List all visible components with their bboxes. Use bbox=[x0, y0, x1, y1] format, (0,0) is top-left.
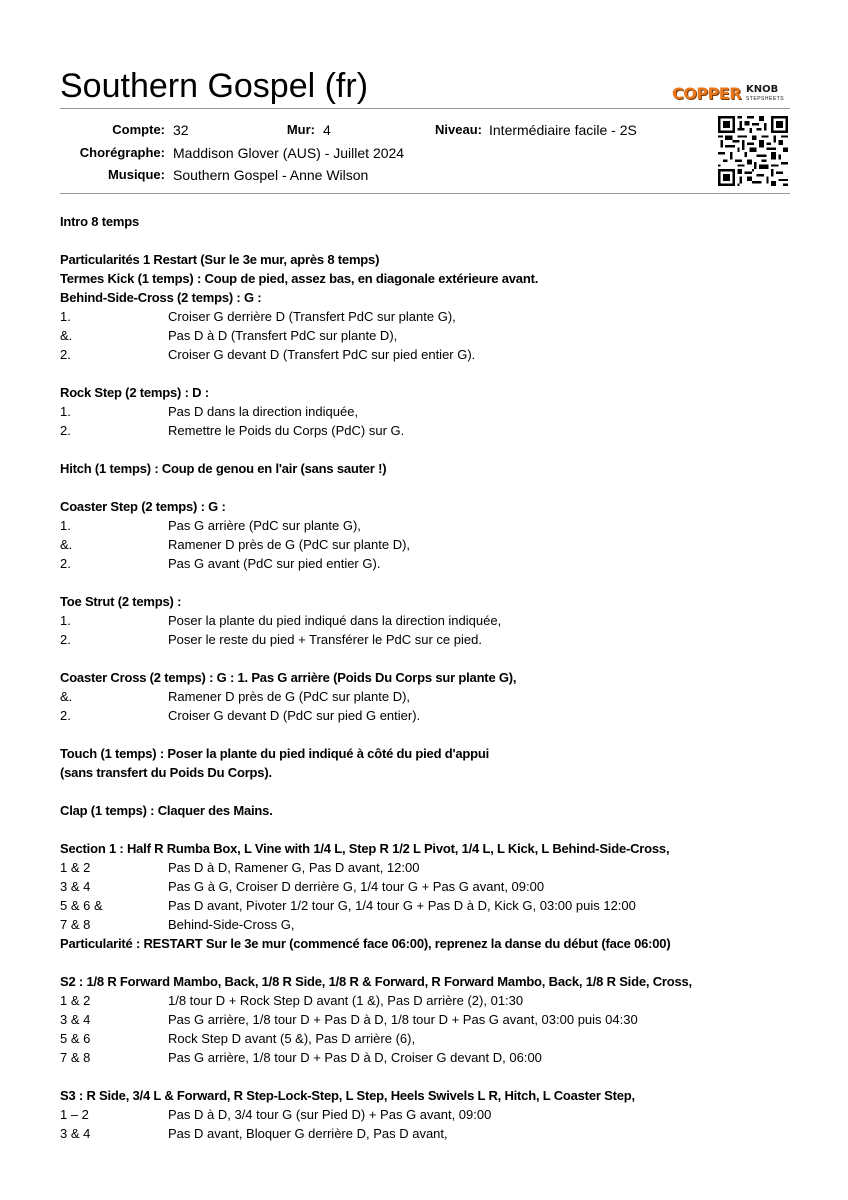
step-row bbox=[60, 516, 800, 535]
section-heading: Termes Kick (1 temps) : Coup de pied, assez bas, en diagonale extérieure avant. bbox=[60, 271, 539, 286]
step-row bbox=[60, 611, 800, 630]
step-description: 1/8 tour D + Rock Step D avant (1 &), Pas D arrière (2), 01:30 bbox=[168, 993, 524, 1008]
spacer bbox=[60, 440, 800, 459]
step-description: Pas D avant, Bloquer G derrière D, Pas D avant, bbox=[168, 1126, 448, 1141]
step-count: 7 & 8 bbox=[60, 917, 91, 932]
step-count: 5 & 6 bbox=[60, 1031, 91, 1046]
step-description: Pas D à D (Transfert PdC sur plante D), bbox=[168, 328, 398, 343]
step-row bbox=[60, 706, 800, 725]
step-count: 1. bbox=[60, 309, 71, 324]
step-row bbox=[60, 1124, 800, 1143]
step-row bbox=[60, 630, 800, 649]
choreographer-value: Maddison Glover (AUS) - Juillet 2024 bbox=[173, 145, 405, 161]
step-description: Pas D avant, Pivoter 1/2 tour G, 1/4 tour G + Pas D à D, Kick G, 03:00 puis 12:00 bbox=[168, 898, 636, 913]
step-description: Poser la plante du pied indiqué dans la direction indiquée, bbox=[168, 613, 502, 628]
qr-code-icon bbox=[718, 116, 788, 186]
step-description: Behind-Side-Cross G, bbox=[168, 917, 295, 932]
step-count: 7 & 8 bbox=[60, 1050, 91, 1065]
step-row bbox=[60, 1010, 800, 1029]
spacer bbox=[60, 1067, 800, 1086]
step-row bbox=[60, 687, 800, 706]
step-count: 2. bbox=[60, 347, 71, 362]
section-heading: Coaster Cross (2 temps) : G : 1. Pas G arrière (Poids Du Corps sur plante G), bbox=[60, 670, 517, 685]
step-count: 1. bbox=[60, 404, 71, 419]
step-description: Croiser G derrière D (Transfert PdC sur plante G), bbox=[168, 309, 456, 324]
stepsheet-body bbox=[60, 212, 800, 1143]
step-description: Pas D dans la direction indiquée, bbox=[168, 404, 359, 419]
step-count: 1 & 2 bbox=[60, 993, 91, 1008]
section-heading: Clap (1 temps) : Claquer des Mains. bbox=[60, 803, 273, 818]
music-label: Musique: bbox=[107, 167, 165, 182]
step-row bbox=[60, 877, 800, 896]
step-count: 3 & 4 bbox=[60, 1012, 91, 1027]
count-label: Compte: bbox=[112, 122, 165, 137]
music-value: Southern Gospel - Anne Wilson bbox=[173, 167, 369, 183]
step-description: Ramener D près de G (PdC sur plante D), bbox=[168, 689, 411, 704]
step-row bbox=[60, 915, 800, 934]
choreographer-label: Chorégraphe: bbox=[79, 145, 165, 160]
step-count: 1 – 2 bbox=[60, 1107, 89, 1122]
step-count: 1. bbox=[60, 518, 71, 533]
step-description: Remettre le Poids du Corps (PdC) sur G. bbox=[168, 423, 405, 438]
step-row bbox=[60, 1105, 800, 1124]
step-description: Ramener D près de G (PdC sur plante D), bbox=[168, 537, 411, 552]
wall-label: Mur: bbox=[286, 122, 315, 137]
level-label: Niveau: bbox=[435, 122, 482, 137]
step-description: Pas D à D, 3/4 tour G (sur Pied D) + Pas G avant, 09:00 bbox=[168, 1107, 492, 1122]
step-description: Croiser G devant D (PdC sur pied G entier). bbox=[168, 708, 421, 723]
section-heading: Behind-Side-Cross (2 temps) : G : bbox=[60, 290, 262, 305]
step-count: 2. bbox=[60, 632, 71, 647]
step-description: Croiser G devant D (Transfert PdC sur pied entier G). bbox=[168, 347, 476, 362]
spacer bbox=[60, 364, 800, 383]
step-description: Pas D à D, Ramener G, Pas D avant, 12:00 bbox=[168, 860, 420, 875]
copperknob-logo bbox=[672, 84, 788, 104]
spacer bbox=[60, 649, 800, 668]
step-row bbox=[60, 421, 800, 440]
step-row bbox=[60, 307, 800, 326]
spacer bbox=[60, 953, 800, 972]
page-title: Southern Gospel (fr) bbox=[60, 67, 369, 105]
step-description: Poser le reste du pied + Transférer le PdC sur ce pied. bbox=[168, 632, 482, 647]
section-heading: Toe Strut (2 temps) : bbox=[60, 594, 182, 609]
spacer bbox=[60, 782, 800, 801]
step-count: &. bbox=[60, 689, 73, 704]
section-heading: Particularité : RESTART Sur le 3e mur (commencé face 06:00), reprenez la danse du début (face 06:00) bbox=[60, 936, 671, 951]
section-heading: (sans transfert du Poids Du Corps). bbox=[60, 765, 272, 780]
step-description: Pas G arrière (PdC sur plante G), bbox=[168, 518, 361, 533]
section-heading: Particularités 1 Restart (Sur le 3e mur, après 8 temps) bbox=[60, 252, 380, 267]
section-heading: Intro 8 temps bbox=[60, 214, 140, 229]
step-count: 3 & 4 bbox=[60, 879, 91, 894]
step-row bbox=[60, 1048, 800, 1067]
spacer bbox=[60, 231, 800, 250]
step-row bbox=[60, 554, 800, 573]
step-row bbox=[60, 1029, 800, 1048]
section-heading: Touch (1 temps) : Poser la plante du pied indiqué à côté du pied d'appui bbox=[60, 746, 490, 761]
section-heading: S3 : R Side, 3/4 L & Forward, R Step-Lock-Step, L Step, Heels Swivels L R, Hitch, L Coaster Step, bbox=[60, 1088, 635, 1103]
logo-sub-text: KNOB bbox=[746, 84, 779, 95]
step-count: 1. bbox=[60, 613, 71, 628]
step-count: &. bbox=[60, 537, 73, 552]
meta-divider bbox=[60, 193, 790, 194]
step-row bbox=[60, 896, 800, 915]
section-heading: Section 1 : Half R Rumba Box, L Vine with 1/4 L, Step R 1/2 L Pivot, 1/4 L, L Kick, L Behind-Side-Cross, bbox=[60, 841, 670, 856]
count-value: 32 bbox=[173, 122, 189, 138]
section-heading: Rock Step (2 temps) : D : bbox=[60, 385, 209, 400]
section-heading: S2 : 1/8 R Forward Mambo, Back, 1/8 R Side, 1/8 R & Forward, R Forward Mambo, Back, 1/8 R Side, Cross, bbox=[60, 974, 692, 989]
step-count: 5 & 6 & bbox=[60, 898, 103, 913]
step-description: Pas G avant (PdC sur pied entier G). bbox=[168, 556, 381, 571]
step-count: 2. bbox=[60, 423, 71, 438]
header-divider bbox=[60, 108, 790, 109]
step-count: &. bbox=[60, 328, 73, 343]
step-description: Pas G arrière, 1/8 tour D + Pas D à D, 1/8 tour D + Pas G avant, 03:00 puis 04:30 bbox=[168, 1012, 638, 1027]
step-count: 1 & 2 bbox=[60, 860, 91, 875]
step-description: Rock Step D avant (5 &), Pas D arrière (6), bbox=[168, 1031, 416, 1046]
step-count: 2. bbox=[60, 708, 71, 723]
level-value: Intermédiaire facile - 2S bbox=[489, 122, 637, 138]
spacer bbox=[60, 820, 800, 839]
step-row bbox=[60, 535, 800, 554]
section-heading: Hitch (1 temps) : Coup de genou en l'air (sans sauter !) bbox=[60, 461, 387, 476]
spacer bbox=[60, 725, 800, 744]
spacer bbox=[60, 573, 800, 592]
step-row bbox=[60, 402, 800, 421]
logo-tag-text: STEPSHEETS bbox=[746, 96, 785, 102]
wall-value: 4 bbox=[323, 122, 331, 138]
spacer bbox=[60, 478, 800, 497]
step-description: Pas G à G, Croiser D derrière G, 1/4 tour G + Pas G avant, 09:00 bbox=[168, 879, 545, 894]
step-row bbox=[60, 345, 800, 364]
step-description: Pas G arrière, 1/8 tour D + Pas D à D, Croiser G devant D, 06:00 bbox=[168, 1050, 542, 1065]
step-count: 2. bbox=[60, 556, 71, 571]
logo-main-text: COPPER bbox=[672, 84, 742, 103]
step-row bbox=[60, 858, 800, 877]
section-heading: Coaster Step (2 temps) : G : bbox=[60, 499, 226, 514]
step-count: 3 & 4 bbox=[60, 1126, 91, 1141]
step-row bbox=[60, 326, 800, 345]
step-row bbox=[60, 991, 800, 1010]
